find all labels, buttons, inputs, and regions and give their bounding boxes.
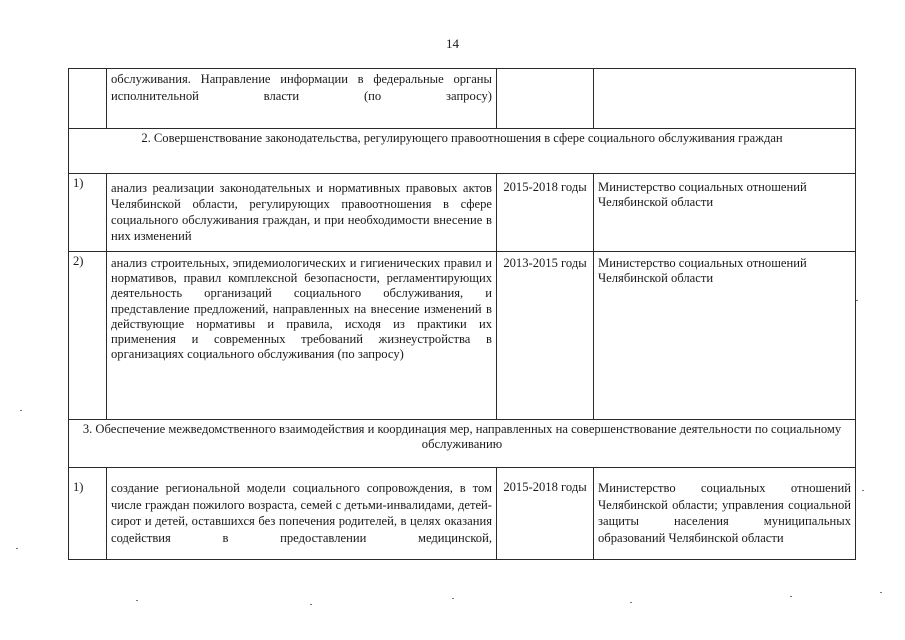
scan-speck bbox=[856, 300, 858, 301]
executor-text: Министерство социальных отношений Челябинской области; управления социальной защиты населения муниципальных образований Челябинской области bbox=[598, 481, 851, 545]
scan-speck bbox=[136, 600, 138, 601]
years-cell: 2015-2018 годы bbox=[497, 174, 594, 252]
scan-speck bbox=[790, 596, 792, 597]
years-cell: 2015-2018 годы bbox=[497, 468, 594, 560]
measure-description: анализ строительных, эпидемиологических и гигиенических правил и нормативов, правил комплексной безопасности, регламентирующих деятельность организаций социального обслуживания, и представление предложений, направленных на внесение изменений в действующие нормативы и правила, исходя из практики их применения и современных требований жизнеустройства в организациях социального обслуживания (по запросу) bbox=[107, 252, 497, 420]
executor-cell: Министерство социальных отношений Челябинской области bbox=[594, 174, 856, 252]
executor-cell bbox=[594, 69, 856, 129]
scan-speck bbox=[630, 602, 632, 603]
scan-speck bbox=[20, 410, 22, 411]
row-number: 1) bbox=[69, 468, 107, 560]
table-row bbox=[69, 69, 856, 129]
years-cell bbox=[497, 69, 594, 129]
scan-speck bbox=[452, 598, 454, 599]
table-row bbox=[69, 174, 856, 252]
measure-description: обслуживания. Направление информации в федеральные органы исполнительной власти (по запросу) bbox=[107, 69, 497, 129]
row-number: 1) bbox=[69, 174, 107, 252]
section-row bbox=[69, 129, 856, 174]
table-row bbox=[69, 252, 856, 420]
section-heading: 2. Совершенствование законодательства, регулирующего правоотношения в сфере социального обслуживания граждан bbox=[69, 129, 856, 174]
measure-description: анализ реализации законодательных и нормативных правовых актов Челябинской области, регулирующих правоотношения в сфере социального обслуживания граждан, и при необходимости внесение в них изменений bbox=[107, 174, 497, 252]
executor-cell: Министерство социальных отношений Челябинской области bbox=[594, 252, 856, 420]
years-cell: 2013-2015 годы bbox=[497, 252, 594, 420]
page-number: 14 bbox=[446, 36, 459, 51]
table-row bbox=[69, 468, 856, 560]
scan-speck bbox=[16, 548, 18, 549]
section-row bbox=[69, 420, 856, 468]
measure-description bbox=[107, 468, 497, 560]
row-number bbox=[69, 69, 107, 129]
section-heading: 3. Обеспечение межведомственного взаимодействия и координация мер, направленных на совершенствование деятельности по социальному обслуживанию bbox=[69, 420, 856, 468]
executor-cell bbox=[594, 468, 856, 560]
measures-table bbox=[68, 68, 856, 560]
row-number: 2) bbox=[69, 252, 107, 420]
scan-speck bbox=[310, 604, 312, 605]
scan-speck bbox=[880, 592, 882, 593]
measure-description-text: создание региональной модели социального сопровождения, в том числе граждан пожилого возраста, семей с детьми-инвалидами, детей-сирот и детей, оставшихся без попечения родителей, в целях оказания содействия в предоставлении медицинской, bbox=[111, 481, 492, 545]
scan-speck bbox=[862, 490, 864, 491]
